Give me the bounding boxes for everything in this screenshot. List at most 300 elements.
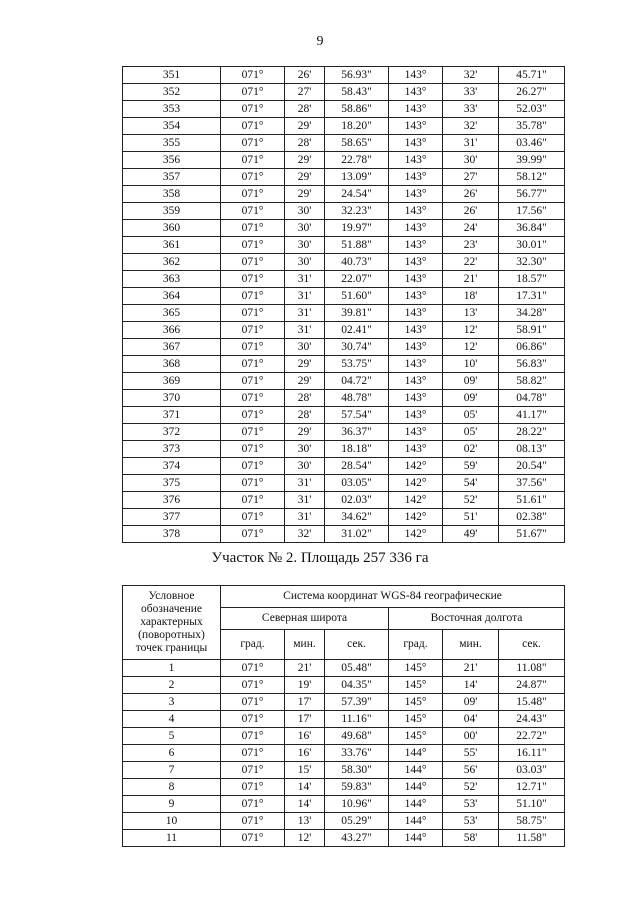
lat-deg-cell: 071° [221, 67, 285, 84]
lat-min-cell: 29' [285, 169, 325, 186]
lat-min-cell: 29' [285, 118, 325, 135]
lon-deg-cell: 142° [389, 509, 443, 526]
point-id-cell: 4 [123, 711, 221, 728]
table-row [123, 390, 565, 407]
lon-min-cell: 33' [443, 101, 499, 118]
lon-min-cell: 49' [443, 526, 499, 543]
point-id-cell: 378 [123, 526, 221, 543]
table-row [123, 220, 565, 237]
lat-deg-cell: 071° [221, 152, 285, 169]
point-id-cell: 3 [123, 694, 221, 711]
lon-sec-cell: 58.75" [499, 813, 565, 830]
lat-min-cell: 30' [285, 203, 325, 220]
lat-min-cell: 16' [285, 745, 325, 762]
lon-min-cell: 51' [443, 509, 499, 526]
point-id-cell: 369 [123, 373, 221, 390]
lat-sec-header: сек. [325, 630, 389, 660]
lat-deg-cell: 071° [221, 509, 285, 526]
lon-deg-cell: 144° [389, 813, 443, 830]
lat-sec-cell: 40.73" [325, 254, 389, 271]
lat-deg-cell: 071° [221, 830, 285, 847]
lat-min-cell: 29' [285, 152, 325, 169]
lon-deg-cell: 142° [389, 458, 443, 475]
point-id-cell: 366 [123, 322, 221, 339]
point-id-cell: 375 [123, 475, 221, 492]
point-id-cell: 5 [123, 728, 221, 745]
table-row [123, 67, 565, 84]
lon-deg-cell: 142° [389, 475, 443, 492]
point-id-cell: 351 [123, 67, 221, 84]
lon-sec-cell: 04.78" [499, 390, 565, 407]
table-row [123, 441, 565, 458]
lat-sec-cell: 24.54" [325, 186, 389, 203]
lon-sec-cell: 34.28" [499, 305, 565, 322]
lon-deg-cell: 142° [389, 526, 443, 543]
point-id-cell: 8 [123, 779, 221, 796]
table-row [123, 830, 565, 847]
lon-min-cell: 09' [443, 390, 499, 407]
lat-deg-cell: 071° [221, 526, 285, 543]
lat-min-cell: 12' [285, 830, 325, 847]
lon-deg-cell: 143° [389, 288, 443, 305]
lat-deg-cell: 071° [221, 492, 285, 509]
lat-min-cell: 29' [285, 424, 325, 441]
lat-min-cell: 29' [285, 186, 325, 203]
table-row [123, 728, 565, 745]
lon-deg-cell: 142° [389, 492, 443, 509]
point-id-cell: 9 [123, 796, 221, 813]
table-row [123, 796, 565, 813]
lat-deg-cell: 071° [221, 424, 285, 441]
point-id-cell: 370 [123, 390, 221, 407]
lat-sec-cell: 04.35" [325, 677, 389, 694]
lon-sec-cell: 41.17" [499, 407, 565, 424]
point-id-cell: 1 [123, 660, 221, 677]
lat-min-cell: 14' [285, 796, 325, 813]
lon-deg-cell: 144° [389, 762, 443, 779]
lat-sec-cell: 28.54" [325, 458, 389, 475]
table-row [123, 407, 565, 424]
point-id-cell: 363 [123, 271, 221, 288]
lat-sec-cell: 19.97" [325, 220, 389, 237]
table-row [123, 694, 565, 711]
lon-min-cell: 09' [443, 694, 499, 711]
lat-sec-cell: 18.18" [325, 441, 389, 458]
lat-deg-cell: 071° [221, 745, 285, 762]
lat-min-cell: 32' [285, 526, 325, 543]
lon-min-cell: 27' [443, 169, 499, 186]
lat-deg-cell: 071° [221, 728, 285, 745]
table-row [123, 458, 565, 475]
lat-sec-cell: 49.68" [325, 728, 389, 745]
lon-sec-cell: 51.61" [499, 492, 565, 509]
table-row [123, 356, 565, 373]
table-row [123, 84, 565, 101]
lat-min-cell: 28' [285, 407, 325, 424]
table-row [123, 152, 565, 169]
point-id-cell: 374 [123, 458, 221, 475]
lat-sec-cell: 43.27" [325, 830, 389, 847]
lat-deg-cell: 071° [221, 475, 285, 492]
lon-sec-cell: 56.83" [499, 356, 565, 373]
lon-min-cell: 52' [443, 779, 499, 796]
lon-deg-cell: 143° [389, 169, 443, 186]
lat-deg-cell: 071° [221, 237, 285, 254]
lat-min-header: мин. [285, 630, 325, 660]
table-row [123, 424, 565, 441]
lat-sec-cell: 59.83" [325, 779, 389, 796]
lat-min-cell: 27' [285, 84, 325, 101]
table-row [123, 118, 565, 135]
point-id-cell: 362 [123, 254, 221, 271]
lat-sec-cell: 56.93" [325, 67, 389, 84]
point-id-cell: 365 [123, 305, 221, 322]
lon-min-cell: 12' [443, 322, 499, 339]
lon-sec-cell: 06.86" [499, 339, 565, 356]
lon-sec-cell: 11.58" [499, 830, 565, 847]
lon-sec-cell: 58.82" [499, 373, 565, 390]
point-id-cell: 377 [123, 509, 221, 526]
point-id-cell: 7 [123, 762, 221, 779]
lat-min-cell: 29' [285, 356, 325, 373]
table-row [123, 711, 565, 728]
point-id-cell: 360 [123, 220, 221, 237]
lat-sec-cell: 05.48" [325, 660, 389, 677]
lat-sec-cell: 58.43" [325, 84, 389, 101]
lon-sec-cell: 32.30" [499, 254, 565, 271]
lat-min-cell: 28' [285, 135, 325, 152]
lat-sec-cell: 02.41" [325, 322, 389, 339]
page-number: 9 [316, 34, 324, 49]
lat-sec-cell: 32.23" [325, 203, 389, 220]
lat-min-cell: 31' [285, 271, 325, 288]
lat-sec-cell: 04.72" [325, 373, 389, 390]
lat-min-cell: 13' [285, 813, 325, 830]
point-id-cell: 352 [123, 84, 221, 101]
lat-sec-cell: 11.16" [325, 711, 389, 728]
lat-min-cell: 21' [285, 660, 325, 677]
east-longitude-header: Восточная долгота [389, 608, 565, 630]
lon-min-cell: 53' [443, 796, 499, 813]
lon-sec-cell: 30.01" [499, 237, 565, 254]
lon-sec-cell: 24.43" [499, 711, 565, 728]
lat-min-cell: 30' [285, 220, 325, 237]
table-row [123, 186, 565, 203]
lat-min-cell: 14' [285, 779, 325, 796]
lon-sec-cell: 39.99" [499, 152, 565, 169]
lat-sec-cell: 13.09" [325, 169, 389, 186]
table-row [123, 101, 565, 118]
table-row [123, 169, 565, 186]
lon-deg-cell: 143° [389, 305, 443, 322]
lon-min-cell: 32' [443, 118, 499, 135]
lat-sec-cell: 31.02" [325, 526, 389, 543]
lat-min-cell: 31' [285, 492, 325, 509]
lat-deg-cell: 071° [221, 694, 285, 711]
lon-min-cell: 54' [443, 475, 499, 492]
lat-deg-cell: 071° [221, 322, 285, 339]
point-id-cell: 353 [123, 101, 221, 118]
lon-deg-cell: 143° [389, 254, 443, 271]
lat-sec-cell: 03.05" [325, 475, 389, 492]
lat-sec-cell: 39.81" [325, 305, 389, 322]
lat-deg-cell: 071° [221, 762, 285, 779]
lat-deg-cell: 071° [221, 254, 285, 271]
lon-deg-cell: 145° [389, 677, 443, 694]
table-row [123, 305, 565, 322]
lon-sec-cell: 15.48" [499, 694, 565, 711]
point-id-cell: 372 [123, 424, 221, 441]
lon-sec-cell: 17.31" [499, 288, 565, 305]
table-row [123, 135, 565, 152]
lat-deg-cell: 071° [221, 356, 285, 373]
lon-sec-cell: 20.54" [499, 458, 565, 475]
lon-min-cell: 26' [443, 203, 499, 220]
point-id-cell: 6 [123, 745, 221, 762]
lat-min-cell: 30' [285, 339, 325, 356]
lon-deg-cell: 145° [389, 660, 443, 677]
lat-min-cell: 30' [285, 458, 325, 475]
lat-deg-cell: 071° [221, 407, 285, 424]
point-id-cell: 11 [123, 830, 221, 847]
lon-min-cell: 32' [443, 67, 499, 84]
point-id-cell: 358 [123, 186, 221, 203]
lon-min-cell: 21' [443, 660, 499, 677]
lat-deg-cell: 071° [221, 813, 285, 830]
point-id-cell: 356 [123, 152, 221, 169]
lon-deg-cell: 143° [389, 67, 443, 84]
table-row [123, 779, 565, 796]
point-label-header: Условное обозначение характерных (поворотных) точек границы [123, 586, 221, 660]
lon-sec-cell: 03.46" [499, 135, 565, 152]
lat-min-cell: 30' [285, 254, 325, 271]
lon-min-cell: 31' [443, 135, 499, 152]
lat-deg-cell: 071° [221, 84, 285, 101]
lat-deg-cell: 071° [221, 118, 285, 135]
lon-min-cell: 21' [443, 271, 499, 288]
lon-min-cell: 58' [443, 830, 499, 847]
lon-deg-cell: 143° [389, 441, 443, 458]
lat-min-cell: 15' [285, 762, 325, 779]
lat-sec-cell: 30.74" [325, 339, 389, 356]
lon-min-cell: 56' [443, 762, 499, 779]
table-row [123, 660, 565, 677]
coordinates-table-continued [122, 66, 565, 543]
lat-sec-cell: 51.60" [325, 288, 389, 305]
lon-min-cell: 13' [443, 305, 499, 322]
lon-deg-cell: 143° [389, 84, 443, 101]
lat-deg-cell: 071° [221, 339, 285, 356]
lon-min-cell: 26' [443, 186, 499, 203]
lon-deg-cell: 143° [389, 101, 443, 118]
point-id-cell: 376 [123, 492, 221, 509]
lon-deg-header: град. [389, 630, 443, 660]
lat-deg-cell: 071° [221, 305, 285, 322]
lat-min-cell: 26' [285, 67, 325, 84]
point-id-cell: 359 [123, 203, 221, 220]
point-id-cell: 361 [123, 237, 221, 254]
lon-sec-cell: 17.56" [499, 203, 565, 220]
lon-deg-cell: 143° [389, 339, 443, 356]
lon-sec-cell: 36.84" [499, 220, 565, 237]
lon-deg-cell: 143° [389, 135, 443, 152]
lat-deg-cell: 071° [221, 135, 285, 152]
lon-deg-cell: 143° [389, 356, 443, 373]
table-row [123, 339, 565, 356]
lon-deg-cell: 143° [389, 203, 443, 220]
lat-deg-cell: 071° [221, 220, 285, 237]
lon-deg-cell: 145° [389, 711, 443, 728]
coordinate-system-header: Система координат WGS-84 географические [221, 586, 565, 608]
lat-sec-cell: 33.76" [325, 745, 389, 762]
lon-sec-cell: 58.12" [499, 169, 565, 186]
lon-sec-cell: 56.77" [499, 186, 565, 203]
lat-min-cell: 28' [285, 390, 325, 407]
point-id-cell: 373 [123, 441, 221, 458]
north-latitude-header: Северная широта [221, 608, 389, 630]
lat-deg-cell: 071° [221, 711, 285, 728]
lon-deg-cell: 143° [389, 237, 443, 254]
table-row [123, 203, 565, 220]
point-id-cell: 10 [123, 813, 221, 830]
point-id-cell: 354 [123, 118, 221, 135]
lon-min-cell: 18' [443, 288, 499, 305]
lon-deg-cell: 144° [389, 779, 443, 796]
table-row [123, 373, 565, 390]
lat-min-cell: 31' [285, 288, 325, 305]
lon-deg-cell: 143° [389, 390, 443, 407]
lat-min-cell: 30' [285, 441, 325, 458]
lat-deg-cell: 071° [221, 271, 285, 288]
table-row [123, 762, 565, 779]
lat-min-cell: 31' [285, 322, 325, 339]
lon-deg-cell: 143° [389, 118, 443, 135]
table-row [123, 526, 565, 543]
table-row [123, 271, 565, 288]
table-row [123, 745, 565, 762]
lon-deg-cell: 145° [389, 728, 443, 745]
point-id-cell: 357 [123, 169, 221, 186]
table-row [123, 492, 565, 509]
lat-deg-cell: 071° [221, 796, 285, 813]
lon-min-cell: 59' [443, 458, 499, 475]
lon-sec-cell: 37.56" [499, 475, 565, 492]
lon-min-cell: 10' [443, 356, 499, 373]
lon-sec-cell: 11.08" [499, 660, 565, 677]
lat-sec-cell: 02.03" [325, 492, 389, 509]
lon-deg-cell: 143° [389, 322, 443, 339]
point-id-cell: 371 [123, 407, 221, 424]
lon-min-cell: 23' [443, 237, 499, 254]
table-row [123, 237, 565, 254]
lat-min-cell: 31' [285, 509, 325, 526]
lon-sec-cell: 35.78" [499, 118, 565, 135]
lon-sec-cell: 18.57" [499, 271, 565, 288]
lon-deg-cell: 144° [389, 830, 443, 847]
lat-sec-cell: 10.96" [325, 796, 389, 813]
lat-deg-cell: 071° [221, 677, 285, 694]
lat-sec-cell: 58.65" [325, 135, 389, 152]
lon-min-cell: 02' [443, 441, 499, 458]
lon-min-cell: 30' [443, 152, 499, 169]
lon-sec-cell: 03.03" [499, 762, 565, 779]
lon-deg-cell: 145° [389, 694, 443, 711]
lon-min-cell: 12' [443, 339, 499, 356]
lat-sec-cell: 36.37" [325, 424, 389, 441]
lon-sec-cell: 22.72" [499, 728, 565, 745]
lon-sec-cell: 28.22" [499, 424, 565, 441]
lon-min-cell: 24' [443, 220, 499, 237]
lon-sec-cell: 24.87" [499, 677, 565, 694]
lon-sec-header: сек. [499, 630, 565, 660]
table-row [123, 254, 565, 271]
section-heading: Участок № 2. Площадь 257 336 га [211, 550, 429, 566]
lat-sec-cell: 34.62" [325, 509, 389, 526]
lon-min-cell: 33' [443, 84, 499, 101]
lat-deg-cell: 071° [221, 390, 285, 407]
point-id-cell: 364 [123, 288, 221, 305]
lat-min-cell: 31' [285, 305, 325, 322]
table-row [123, 288, 565, 305]
point-id-cell: 355 [123, 135, 221, 152]
lon-deg-cell: 143° [389, 407, 443, 424]
lon-deg-cell: 144° [389, 745, 443, 762]
lat-deg-cell: 071° [221, 779, 285, 796]
lon-deg-cell: 144° [389, 796, 443, 813]
lon-min-cell: 00' [443, 728, 499, 745]
lat-sec-cell: 22.07" [325, 271, 389, 288]
lat-deg-cell: 071° [221, 203, 285, 220]
lat-deg-cell: 071° [221, 288, 285, 305]
lat-min-cell: 29' [285, 373, 325, 390]
lon-deg-cell: 143° [389, 373, 443, 390]
lat-deg-cell: 071° [221, 186, 285, 203]
lat-min-cell: 28' [285, 101, 325, 118]
lon-sec-cell: 16.11" [499, 745, 565, 762]
lon-min-cell: 52' [443, 492, 499, 509]
lat-deg-cell: 071° [221, 458, 285, 475]
lat-sec-cell: 48.78" [325, 390, 389, 407]
coordinates-table-section-2 [122, 585, 565, 847]
lat-min-cell: 17' [285, 711, 325, 728]
lat-deg-cell: 071° [221, 441, 285, 458]
lat-min-cell: 17' [285, 694, 325, 711]
lon-min-cell: 09' [443, 373, 499, 390]
lon-sec-cell: 02.38" [499, 509, 565, 526]
lon-deg-cell: 143° [389, 186, 443, 203]
table-row [123, 322, 565, 339]
lon-sec-cell: 52.03" [499, 101, 565, 118]
lon-sec-cell: 12.71" [499, 779, 565, 796]
lon-sec-cell: 26.27" [499, 84, 565, 101]
lat-deg-cell: 071° [221, 101, 285, 118]
lat-min-cell: 30' [285, 237, 325, 254]
lat-sec-cell: 05.29" [325, 813, 389, 830]
lat-deg-cell: 071° [221, 169, 285, 186]
lon-min-cell: 04' [443, 711, 499, 728]
lon-min-cell: 05' [443, 407, 499, 424]
lon-min-cell: 14' [443, 677, 499, 694]
lon-sec-cell: 58.91" [499, 322, 565, 339]
lat-min-cell: 16' [285, 728, 325, 745]
lat-sec-cell: 57.39" [325, 694, 389, 711]
lat-sec-cell: 58.86" [325, 101, 389, 118]
point-id-cell: 367 [123, 339, 221, 356]
table-row [123, 475, 565, 492]
lon-min-cell: 05' [443, 424, 499, 441]
lat-deg-header: град. [221, 630, 285, 660]
lat-min-cell: 31' [285, 475, 325, 492]
